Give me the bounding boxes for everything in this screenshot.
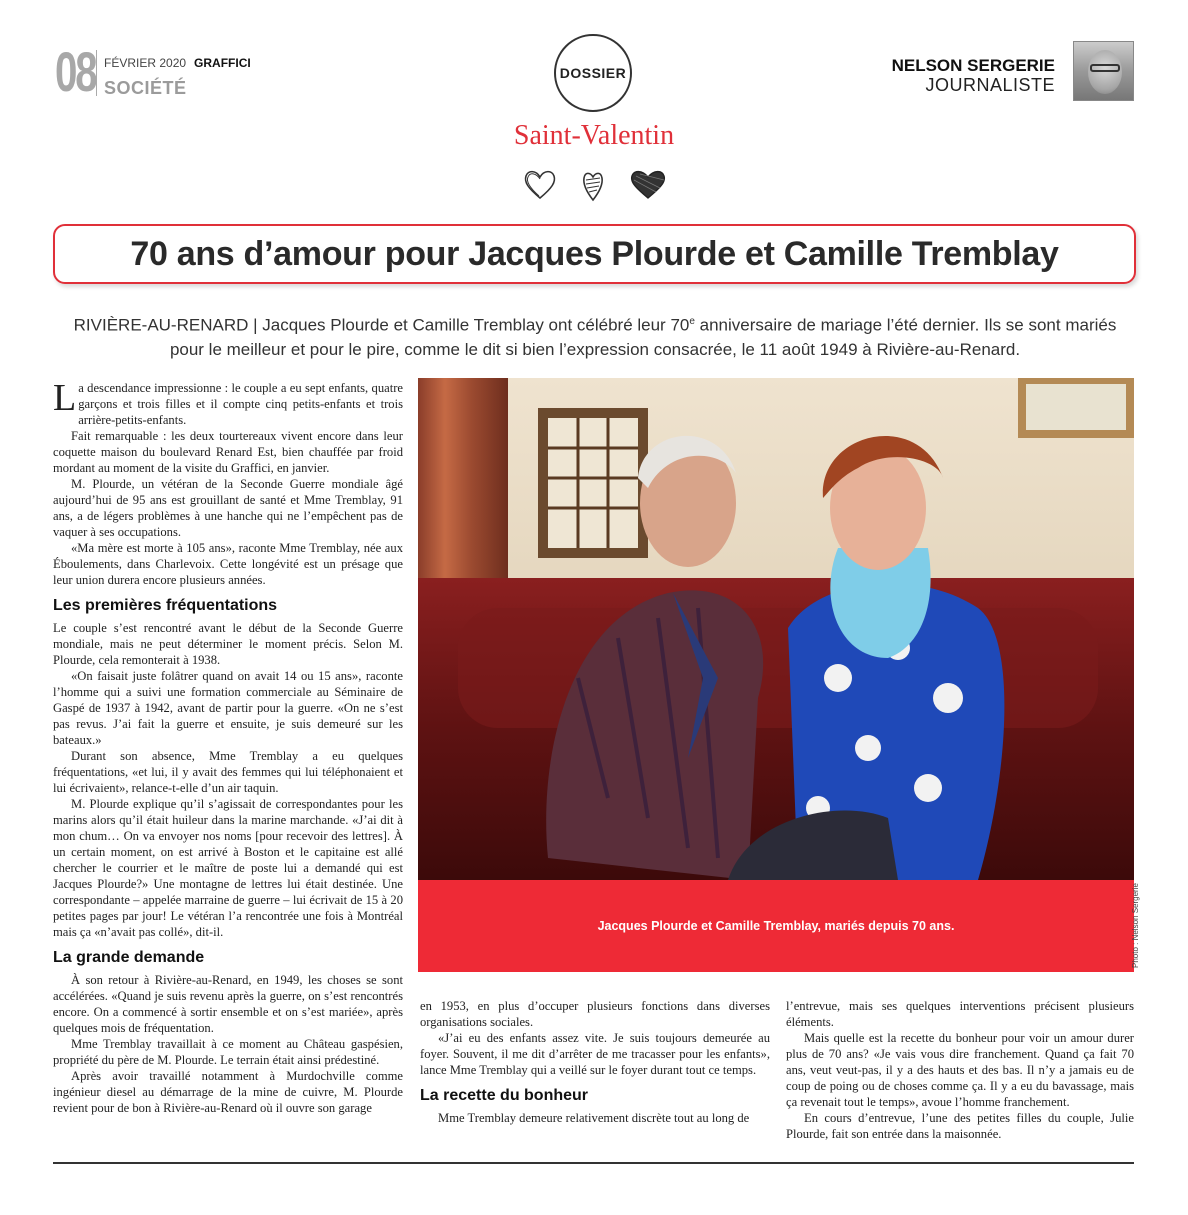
- page-number: 08: [55, 40, 96, 103]
- paragraph: Mais quelle est la recette du bonheur pour voir un amour durer plus de 70 ans? «Je vais vous dire franchement. Quand ça fait 70 ans, veut veut-pas, il y a des hauts et des bas. Il n’y a jamais eu de coup de poing ou de choses comme ça. Il y a eu du bavassage, mais ça revenait tout le temps», avoue l’homme franchement.: [786, 1031, 1134, 1109]
- subheading-frequentations: Les premières fréquentations: [53, 597, 278, 614]
- dossier-badge: [554, 34, 632, 112]
- paragraph: Mme Tremblay demeure relativement discrète tout au long de: [438, 1111, 750, 1125]
- publication-name: GRAFFICI: [194, 56, 251, 70]
- paragraph: «J’ai eu des enfants assez vite. Je suis toujours demeurée au foyer. Souvent, il me dit d’arrêter de me tracasser pour les enfants», lance Mme Tremblay qui a veillé sur le foyer durant tout ce temps.: [420, 1031, 770, 1077]
- author-role: JOURNALISTE: [925, 75, 1055, 95]
- couple-photo: [418, 378, 1134, 880]
- paragraph: À son retour à Rivière-au-Renard, en 1949, les choses se sont accélérées. «Quand je suis revenu après la guerre, on s’est rencontrés encore. On a commencé à sortir ensemble et on s’est mariée», après quelques mois de fréquentation.: [53, 973, 403, 1035]
- paragraph-text: a descendance impressionne : le couple a eu sept enfants, quatre garçons et trois filles et il compte cinq petits-enfants et trois arrière-petits-enfants.: [78, 381, 403, 427]
- issue-date-line: [104, 56, 251, 70]
- lede-text-continued: anniversaire de mariage l’été dernier. Ils se sont mariés pour le meilleur et pour le pire, comme le dit si bien l’expression consacrée, le 11 août 1949 à Rivière-au-Renard.: [169, 315, 1117, 359]
- paragraph: Durant son absence, Mme Tremblay a eu quelques fréquentations, «et lui, il y avait des femmes qui lui téléphonaient et lui écrivaient», relance-t-elle d’un air taquin.: [53, 749, 403, 795]
- paragraph: «On faisait juste folâtrer quand on avait 14 ou 15 ans», raconte l’homme qui a suivi une formation commerciale au Séminaire de Gaspé de 1937 à 1942, avant de partir pour la guerre. «On ne s’est pas revus. J’ai fait la guerre et ensuite, je suis demeuré sur les bateaux.»: [53, 669, 403, 747]
- author-glasses: [1090, 64, 1120, 72]
- issue-date: FÉVRIER 2020: [104, 56, 187, 70]
- author-block: [892, 56, 1055, 95]
- author-portrait: [1073, 41, 1134, 101]
- paragraph: «Ma mère est morte à 105 ans», raconte Mme Tremblay, née aux Éboulements, dans Charlevoix. Cette longévité est un présage que leur union durera encore plusieurs années.: [53, 541, 403, 587]
- heart-filled-icon: [632, 172, 665, 198]
- article-column-2: [420, 998, 770, 1126]
- paragraph: Après avoir travaillé notamment à Murdochville comme ingénieur diesel au démarrage de la mine de cuivre, M. Plourde revient pour de bon à Rivière-au-Renard où il ouvre son garage: [53, 1069, 403, 1115]
- article-column-3: [786, 998, 1134, 1142]
- article-column-1: [53, 377, 403, 1116]
- paragraph: En cours d’entrevue, l’une des petites filles du couple, Julie Plourde, fait son entrée dans la maisonnée.: [786, 1111, 1134, 1141]
- lede-superscript: e: [689, 316, 695, 327]
- section-label: SOCIÉTÉ: [104, 78, 187, 98]
- footer-rule: [53, 1162, 1134, 1164]
- paragraph: l’entrevue, mais ses quelques interventions précisent plusieurs éléments.: [786, 999, 1134, 1029]
- paragraph: M. Plourde, un vétéran de la Seconde Guerre mondiale âgé aujourd’hui de 95 ans est grouillant de santé et Mme Tremblay, 91 ans, a de légers problèmes à une hanche qui ne l’empêchent pas de vaquer à ses occupations.: [53, 477, 403, 539]
- headline-box: [53, 224, 1136, 284]
- subheading-grande-demande: La grande demande: [53, 949, 205, 966]
- paragraph: M. Plourde explique qu’il s’agissait de correspondantes pour les marins alors qu’il était huileur dans la marine marchande. «J’ai dit à mon chum… On va envoyer nos noms [pour recevoir des lettres]. À un certain moment, on est arrivé à Boston et le capitaine est allé chercher le courrier et le maître de poste lui a demandé qui est Jacques Plourde?» Une montagne de lettres lui était destinée. Une correspondante – appelée marraine de guerre – lui écrivait de 15 à 20 petites pages par jour! Le vétéran l’a rencontrée une fois à Montréal mais ça «n’avait pas collé», dit-il.: [53, 797, 403, 939]
- dossier-label: DOSSIER: [559, 65, 627, 81]
- heart-striped-icon: [584, 173, 602, 200]
- photo-caption-bar: [418, 880, 1134, 972]
- paragraph: Mme Tremblay travaillait à ce moment au Château gaspésien, propriété du père de M. Plourde. Le terrain était ainsi prédestiné.: [53, 1037, 403, 1067]
- drop-cap: L: [53, 377, 77, 419]
- hearts-ornament: [520, 166, 670, 202]
- subheading-recette-bonheur: La recette du bonheur: [420, 1087, 589, 1104]
- author-face: [1088, 50, 1122, 94]
- photo-credit: Photo : Nelson Sergerie: [1131, 883, 1140, 968]
- photo-caption: Jacques Plourde et Camille Tremblay, mariés depuis 70 ans.: [597, 919, 955, 933]
- paragraph: Fait remarquable : les deux tourtereaux vivent encore dans leur coquette maison du boulevard Renard Est, bien chauffée par froid mordant au moment de la visite du Graffici, en janvier.: [53, 429, 403, 475]
- paragraph: [53, 377, 403, 428]
- header-divider: [96, 50, 97, 96]
- couple-photo-illustration: [418, 378, 1134, 880]
- lede-paragraph: [70, 310, 1120, 362]
- paragraph: en 1953, en plus d’occuper plusieurs fonctions dans diverses organisations sociales.: [420, 999, 770, 1029]
- author-name: NELSON SERGERIE: [891, 56, 1055, 75]
- heart-outline-icon: [526, 172, 555, 198]
- headline: 70 ans d’amour pour Jacques Plourde et Camille Tremblay: [130, 234, 1059, 273]
- lede-text: RIVIÈRE-AU-RENARD | Jacques Plourde et Camille Tremblay ont célébré leur 70: [73, 315, 690, 335]
- kicker-saint-valentin: Saint-Valentin: [513, 120, 675, 151]
- paragraph: Le couple s’est rencontré avant le début de la Seconde Guerre mondiale, mais ne peut déterminer le moment précis. Selon M. Plourde, cela remonterait à 1938.: [53, 621, 403, 667]
